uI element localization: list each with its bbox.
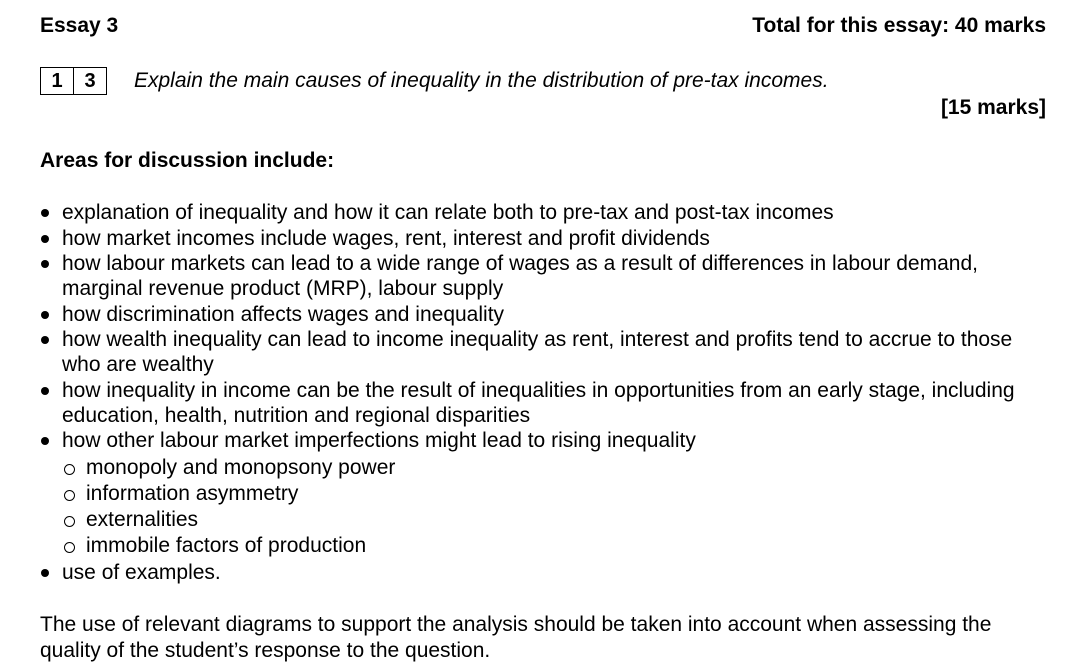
list-item: how labour markets can lead to a wide range of wages as a result of differences in labour demand, marginal revenue product (MRP), labour supply (40, 251, 1040, 301)
list-item: explanation of inequality and how it can relate both to pre-tax and post-tax incomes (40, 200, 1040, 225)
essay-total-marks: Total for this essay: 40 marks (752, 14, 1046, 37)
assessment-note: The use of relevant diagrams to support the analysis should be taken into account when assessing the quality of the student’s response to the question. (40, 613, 992, 662)
sub-list-item: monopoly and monopsony power (62, 455, 1040, 481)
discussion-list (40, 200, 1040, 585)
list-item: use of examples. (40, 560, 1040, 585)
sub-list (62, 455, 1040, 559)
question-number-digit: 1 (51, 70, 63, 92)
list-item: how inequality in income can be the result of inequalities in opportunities from an early stage, including education, health, nutrition and regional disparities (40, 378, 1040, 428)
question-number-box (40, 67, 107, 95)
sub-list-item: externalities (62, 507, 1040, 533)
list-item: how wealth inequality can lead to income inequality as rent, interest and profits tend to accrue to those who are wealthy (40, 327, 1040, 377)
areas-heading: Areas for discussion include: (40, 149, 335, 172)
question-marks: [15 marks] (940, 96, 1046, 119)
list-item: how market incomes include wages, rent, interest and profit dividends (40, 226, 1040, 251)
question-text: Explain the main causes of inequality in the distribution of pre-tax incomes. (134, 69, 829, 92)
sub-list-item: immobile factors of production (62, 533, 1040, 559)
essay-header (40, 14, 1046, 40)
essay-title: Essay 3 (40, 14, 119, 37)
list-item: how discrimination affects wages and inequality (40, 302, 1040, 327)
sub-list-item: information asymmetry (62, 481, 1040, 507)
list-item-text: how other labour market imperfections might lead to rising inequality (62, 429, 696, 452)
list-item-with-subitems (40, 428, 1040, 559)
question-number-digit: 3 (73, 68, 106, 94)
